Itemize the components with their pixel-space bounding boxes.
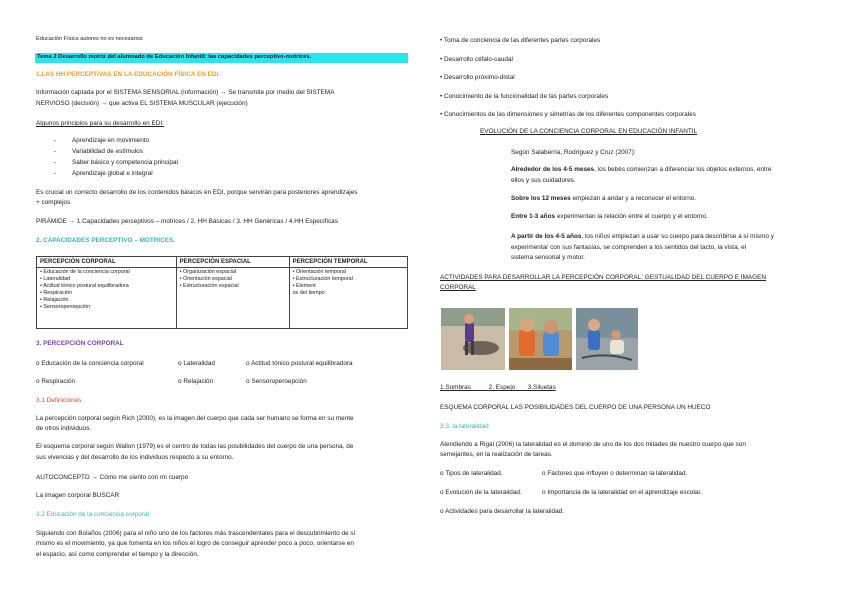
actividades-title-b: CORPORAL <box>440 284 476 291</box>
right-bullet: • Conocimientos de las dimensiones y simetrías de los diferentes componentes corporales <box>440 111 696 118</box>
page-header: Educación Física autores no es necesarios <box>36 36 143 42</box>
table-header: PERCEPCIÓN ESPACIAL <box>176 257 289 268</box>
evol-4c: sistema sensorial y motor. <box>511 254 585 261</box>
evol-4b: experimentar con sus fantasías, se comprenden a los sentidos del tacto, la vista, el <box>511 244 747 251</box>
def1-b: de otros individuos. <box>36 425 92 432</box>
table-cell-temporal: • Orientación temporal • Estructuración temporal • Element os del tiempo <box>289 268 407 329</box>
s3-item: o Sensoroperoepción <box>246 378 307 385</box>
section-3-1-title: 3.1 Definiciones <box>36 397 82 404</box>
lat-a: Atendiendo a Rigal (2006) la lateralidad es el dominio de uno de los dos mitades de nuestro cuerpo que son <box>440 441 746 448</box>
table-cell-corporal: • Educación de la conciencia corporal • Lateralidad • Actitud tónico postural equilibradora • Respiración • Relajación • Sensoroperoepción <box>37 268 177 329</box>
principios-title: Algunos principios para su desarrollo en EDI: <box>36 120 164 127</box>
evol-3: Entre 1-3 años experimentan la relación entre el cuerpo y el entorno. <box>511 213 708 220</box>
esquema-line: ESQUEMA CORPORAL LAS POSIBILIDADES DEL CUERPO DE UNA PERSONA UN HUECO <box>440 404 711 411</box>
right-bullet: • Toma de conciencia de las diferentes partes corporales <box>440 37 601 44</box>
table-header: PERCEPCIÓN TEMPORAL <box>289 257 407 268</box>
crucial-a: Es crucial un correcto desarrollo de los contenidos básicos en EDI, porque servirán para posteriores aprendizajes <box>36 189 358 196</box>
s3-item: o Respiración <box>36 378 76 385</box>
s1-paragraph-a: Información captada por el SISTEMA SENSORIAL (información) → Se transmite por medio del SISTEMA <box>36 89 335 96</box>
right-bullet: • Conocimiento de la funcionalidad de las partes corporales <box>440 93 609 100</box>
right-bullet: • Desarrollo próximo-distal <box>440 74 515 81</box>
lat-item: o Actividades para desarrollar la lateralidad. <box>440 508 564 515</box>
photo-captions: 1.Sombras 2. Espejo 3.Siluetas <box>440 384 556 391</box>
autoconcepto: AUTOCONCEPTO → Cómo me siento con mi cuerpo <box>36 474 189 481</box>
lat-item: o Importancia de la lateralidad en el aprendizaje escolar. <box>542 489 702 496</box>
def2-a: El esquema corporal según Wallon (1979) es el centro de todas las posibilidades del cuerpo de una persona, de <box>36 443 354 450</box>
photo-espejo <box>509 308 572 370</box>
list-item: - Aprendizaje global e integral <box>54 170 153 177</box>
right-bullet: • Desarrollo céfalo-caudal <box>440 56 513 63</box>
lat-item: o Factores que influyen o determinan la lateralidad. <box>542 470 688 477</box>
table-header: PERCEPCIÓN CORPORAL <box>37 257 177 268</box>
s1-paragraph-b: NERVIOSO (decisión) → que activa EL SISTEMA MUSCULAR (ejecución) <box>36 100 248 107</box>
evolucion-title: EVOLUCIÓN DE LA CONCIENCIA CORPORAL EN EDUCACIÓN INFANTIL <box>480 128 698 135</box>
list-item: - Variabilidad de estímulos <box>54 148 143 155</box>
tema-title: Tema 2 Desarrollo motriz del alumnado de Educación Infantil: las capacidades perceptivo-motrices. <box>35 53 408 63</box>
lat-item: o Tipos de lateralidad. <box>440 470 503 477</box>
def1-a: La percepción corporal según Rich (2000), es la imagen del cuerpo que cada ser humano se forma en su mente <box>36 415 354 422</box>
section-3-3-title: 3.3. la lateralidad <box>440 423 489 430</box>
principios-list <box>54 137 178 181</box>
lat-item: o Evolución de la lateralidad. <box>440 489 522 496</box>
capacidades-table <box>36 256 408 329</box>
table-cell-espacial: • Organización espacial • Orientación espacial • Estructuración espacial <box>176 268 289 329</box>
imagen-corporal: La imagen corporal BUSCAR <box>36 492 120 499</box>
list-item: - Saber básico y competencia principal <box>54 159 178 166</box>
s32-c: el espacio, así como comprender el tiempo y la dirección. <box>36 551 199 558</box>
evol-1b: ellos y sus cuidadores. <box>511 177 576 184</box>
s3-item: o Educación de la conciencia corporal <box>36 360 144 367</box>
evol-2: Sobre los 12 meses empiezan a andar y a reconocer el entorno. <box>511 195 697 202</box>
evol-1: Alrededor de los 4-5 meses, los bebés comienzan a diferenciar los objetos externos, entre <box>511 166 772 173</box>
s3-item: o Relajación <box>178 378 214 385</box>
evol-4: A partir de los 4-5 años, los niños empiezan a usar su cuerpo para describirse a sí mismo y <box>511 233 774 240</box>
section-3-2-title: 3.2 Educación de la conciencia corporal <box>36 511 149 518</box>
section-2-title: 2. CAPACIDADES PERCEPTIVO – MOTRICES. <box>36 237 176 244</box>
actividades-title-a: ACTIVIDADES PARA DESARROLLAR LA PERCEPCIÓN CORPORAL: GESTUALIDAD DEL CUERPO E IMAGEN <box>440 274 767 281</box>
list-item: - Aprendizaje en movimiento <box>54 137 150 144</box>
piramide: PIRÁMIDE → 1.Capacidades perceptivos – motrices / 2. HH Básicas / 3. HH Genéricas / 4.HH Específicas <box>36 218 338 225</box>
lat-b: semejantes, en la realización de tareas. <box>440 451 553 458</box>
section-3-title: 3. PERCEPCIÓN CORPORAL <box>36 340 124 347</box>
segun: Según Salaberria, Rodríguez y Cruz (2007): <box>511 149 636 156</box>
section-1-title: 1.LAS HH PERCEPTIVAS EN LA EDUCACIÓN FÍSICA EN EDI. <box>36 71 221 78</box>
s3-item: o Lateralidad <box>178 360 215 367</box>
def2-b: sus vivencias y del desarrollo de los individuos respecto a su entorno. <box>36 454 234 461</box>
s32-b: mismo es el movimiento, ya que fomenta en los niños el logro de conseguir aprender poco a poco, orientarse en <box>36 540 354 547</box>
crucial-b: + complejos <box>36 199 71 206</box>
photo-siluetas <box>576 308 638 370</box>
photo-sombras <box>441 308 505 370</box>
s32-a: Siguiendo con Bolaños (2006) para el niño uno de los factores más trascendentales para el descubrimiento de sí <box>36 530 356 537</box>
s3-item: o Actitud tónico postural equilibradora <box>246 360 353 367</box>
